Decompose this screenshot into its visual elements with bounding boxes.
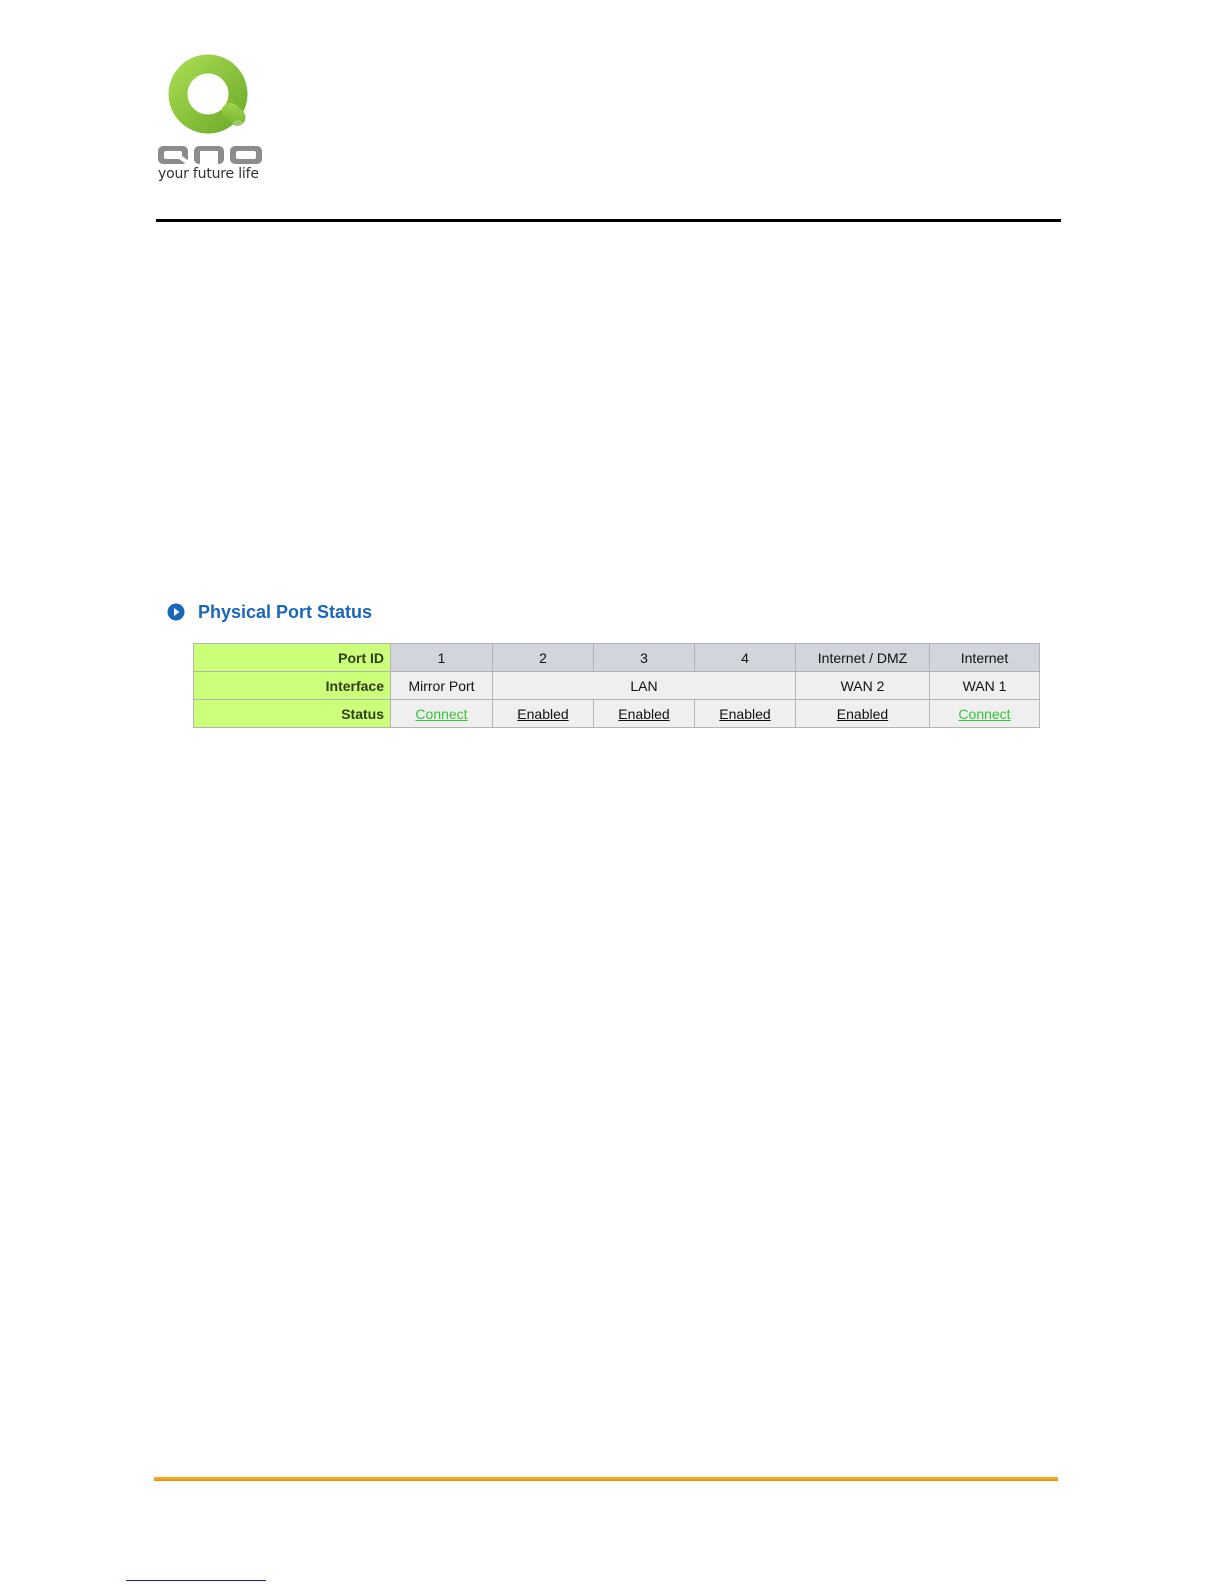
header-divider [156, 219, 1061, 222]
status-cell [930, 700, 1040, 728]
qno-logo-mark [158, 54, 264, 166]
footer-link-underline [126, 1580, 266, 1581]
port-id-cell: 3 [594, 644, 695, 672]
section-heading [167, 600, 372, 624]
port-id-cell: 1 [391, 644, 493, 672]
status-link-port-2[interactable]: Enabled [517, 705, 569, 722]
interface-cell: WAN 2 [796, 672, 930, 700]
footer-divider [154, 1477, 1058, 1481]
interface-cell: Mirror Port [391, 672, 493, 700]
physical-port-status-table [193, 643, 1040, 728]
status-link-port-3[interactable]: Enabled [618, 705, 670, 722]
interface-row [194, 672, 1040, 700]
status-link-port-1[interactable]: Connect [415, 705, 468, 722]
status-link-internet-dmz[interactable]: Enabled [836, 705, 889, 722]
status-cell [391, 700, 493, 728]
port-id-cell: 4 [695, 644, 796, 672]
status-cell [796, 700, 930, 728]
status-cell [594, 700, 695, 728]
status-cell [695, 700, 796, 728]
circle-play-icon [167, 603, 185, 621]
port-id-row [194, 644, 1040, 672]
section-title: Physical Port Status [198, 601, 373, 622]
status-link-port-4[interactable]: Enabled [719, 705, 771, 722]
status-row [194, 700, 1040, 728]
row-label-interface: Interface [194, 672, 391, 700]
interface-cell: LAN [493, 672, 796, 700]
row-label-status: Status [194, 700, 391, 728]
qno-logo [158, 54, 264, 186]
status-link-internet[interactable]: Connect [958, 705, 1011, 722]
port-id-cell: Internet [930, 644, 1040, 672]
port-id-cell: 2 [493, 644, 594, 672]
row-label-port-id: Port ID [194, 644, 391, 672]
interface-cell: WAN 1 [930, 672, 1040, 700]
port-id-cell: Internet / DMZ [796, 644, 930, 672]
status-cell [493, 700, 594, 728]
logo-tagline: your future life [158, 166, 259, 182]
